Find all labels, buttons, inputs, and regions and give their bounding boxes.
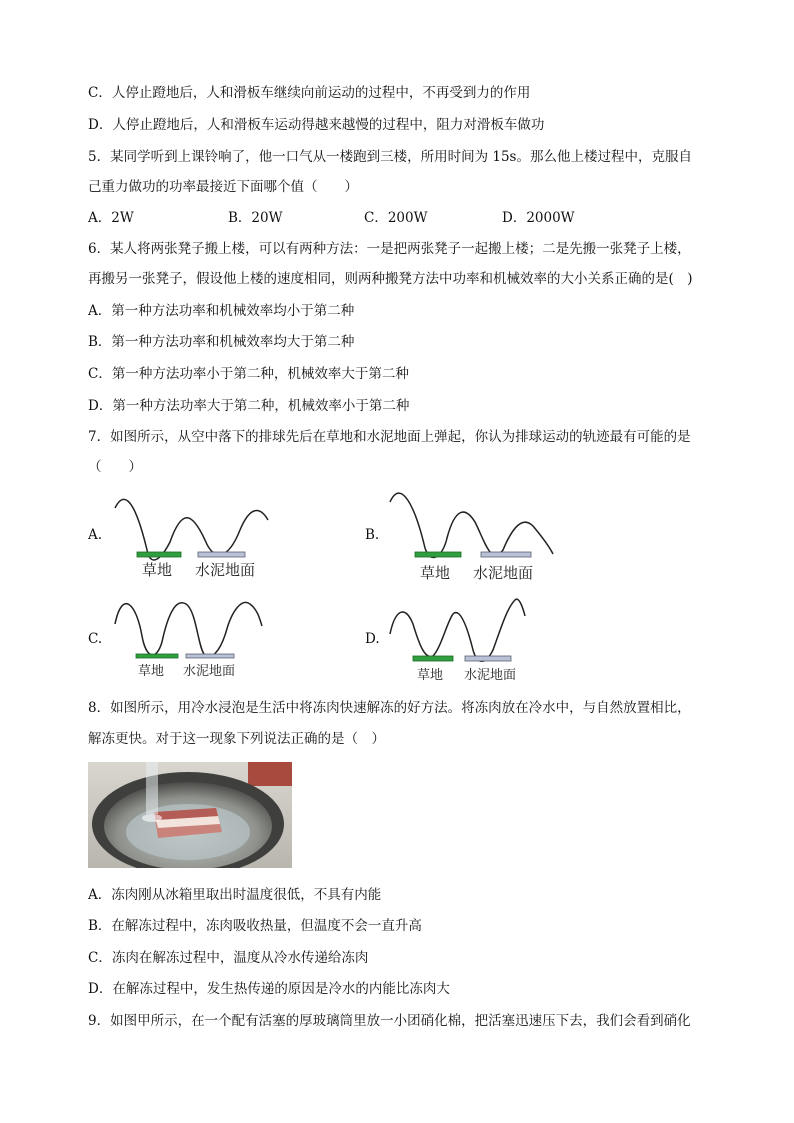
q7-fig-a-trajectory: [110, 490, 280, 562]
q5-option-c: C．200W: [364, 210, 428, 226]
q8-option-c: C．冻肉在解冻过程中，温度从冷水传递给冻肉: [88, 950, 369, 966]
q5-option-a: A．2W: [88, 210, 134, 226]
q7-stem-line1: 7．如图所示，从空中落下的排球先后在草地和水泥地面上弹起，你认为排球运动的轨迹最有可能的是: [88, 429, 691, 445]
q5-stem-line1: 5．某同学听到上课铃响了，他一口气从一楼跑到三楼，所用时间为 15s。那么他上楼过程中，克服自: [88, 149, 692, 165]
q7-fig-d-grass-label: 草地: [417, 668, 444, 683]
q7-fig-b-trajectory: [385, 486, 565, 562]
q5-stem-line2: 己重力做功的功率最接近下面哪个值（ ）: [88, 179, 358, 195]
q4-option-d: D．人停止蹬地后，人和滑板车运动得越来越慢的过程中，阻力对滑板车做功: [88, 117, 545, 133]
q7-fig-a-grass-label: 草地: [142, 561, 173, 579]
q6-stem-line1: 6．某人将两张凳子搬上楼，可以有两种方法：一是把两张凳子一起搬上楼；二是先搬一张凳子上楼，: [88, 241, 691, 257]
q7-fig-a-letter: A.: [88, 527, 103, 543]
q8-stem-line1: 8．如图所示，用冷水浸泡是生活中将冻肉快速解冻的好方法。将冻肉放在冷水中，与自然放置相比，: [88, 700, 691, 716]
q5-option-b: B．20W: [228, 210, 283, 226]
q6-option-b: B．第一种方法功率和机械效率均大于第二种: [88, 334, 355, 350]
q5-option-d: D．2000W: [502, 210, 575, 226]
q6-stem-line2: 再搬另一张凳子，假设他上楼的速度相同，则两种搬凳方法中功率和机械效率的大小关系正确的是( ): [88, 271, 693, 287]
q5-options: [88, 209, 708, 227]
q4-option-c: C．人停止蹬地后，人和滑板车继续向前运动的过程中，不再受到力的作用: [88, 85, 531, 101]
q7-fig-b-cement-label: 水泥地面: [473, 564, 534, 582]
q7-fig-b-letter: B.: [365, 527, 380, 543]
q6-option-c: C．第一种方法功率小于第二种，机械效率大于第二种: [88, 366, 409, 382]
q7-fig-d-cement-label: 水泥地面: [464, 668, 517, 683]
q7-fig-d-letter: D.: [365, 631, 380, 647]
q8-option-d: D．在解冻过程中，发生热传递的原因是冷水的内能比冻肉大: [88, 981, 450, 997]
q8-stem-line2: 解冻更快。对于这一现象下列说法正确的是（ ）: [88, 731, 385, 747]
q6-option-d: D．第一种方法功率大于第二种，机械效率小于第二种: [88, 398, 410, 414]
q7-fig-a-cement-label: 水泥地面: [195, 561, 256, 579]
q7-fig-d-trajectory: [385, 594, 545, 666]
q6-option-a: A．第一种方法功率和机械效率均小于第二种: [88, 303, 355, 319]
q7-fig-c-trajectory: [110, 596, 270, 662]
q7-stem-line2: （ ）: [88, 459, 142, 475]
q8-option-b: B．在解冻过程中，冻肉吸收热量，但温度不会一直升高: [88, 918, 422, 934]
thawing-meat-photo: [88, 762, 292, 868]
q7-fig-c-letter: C.: [88, 631, 103, 647]
q9-stem-line1: 9．如图甲所示，在一个配有活塞的厚玻璃筒里放一小团硝化棉，把活塞迅速压下去，我们会看到硝化: [88, 1013, 691, 1029]
q7-fig-b-grass-label: 草地: [420, 564, 451, 582]
q8-option-a: A．冻肉刚从冰箱里取出时温度很低，不具有内能: [88, 887, 382, 903]
q7-fig-c-grass-label: 草地: [138, 664, 165, 679]
q7-fig-c-cement-label: 水泥地面: [183, 664, 236, 679]
